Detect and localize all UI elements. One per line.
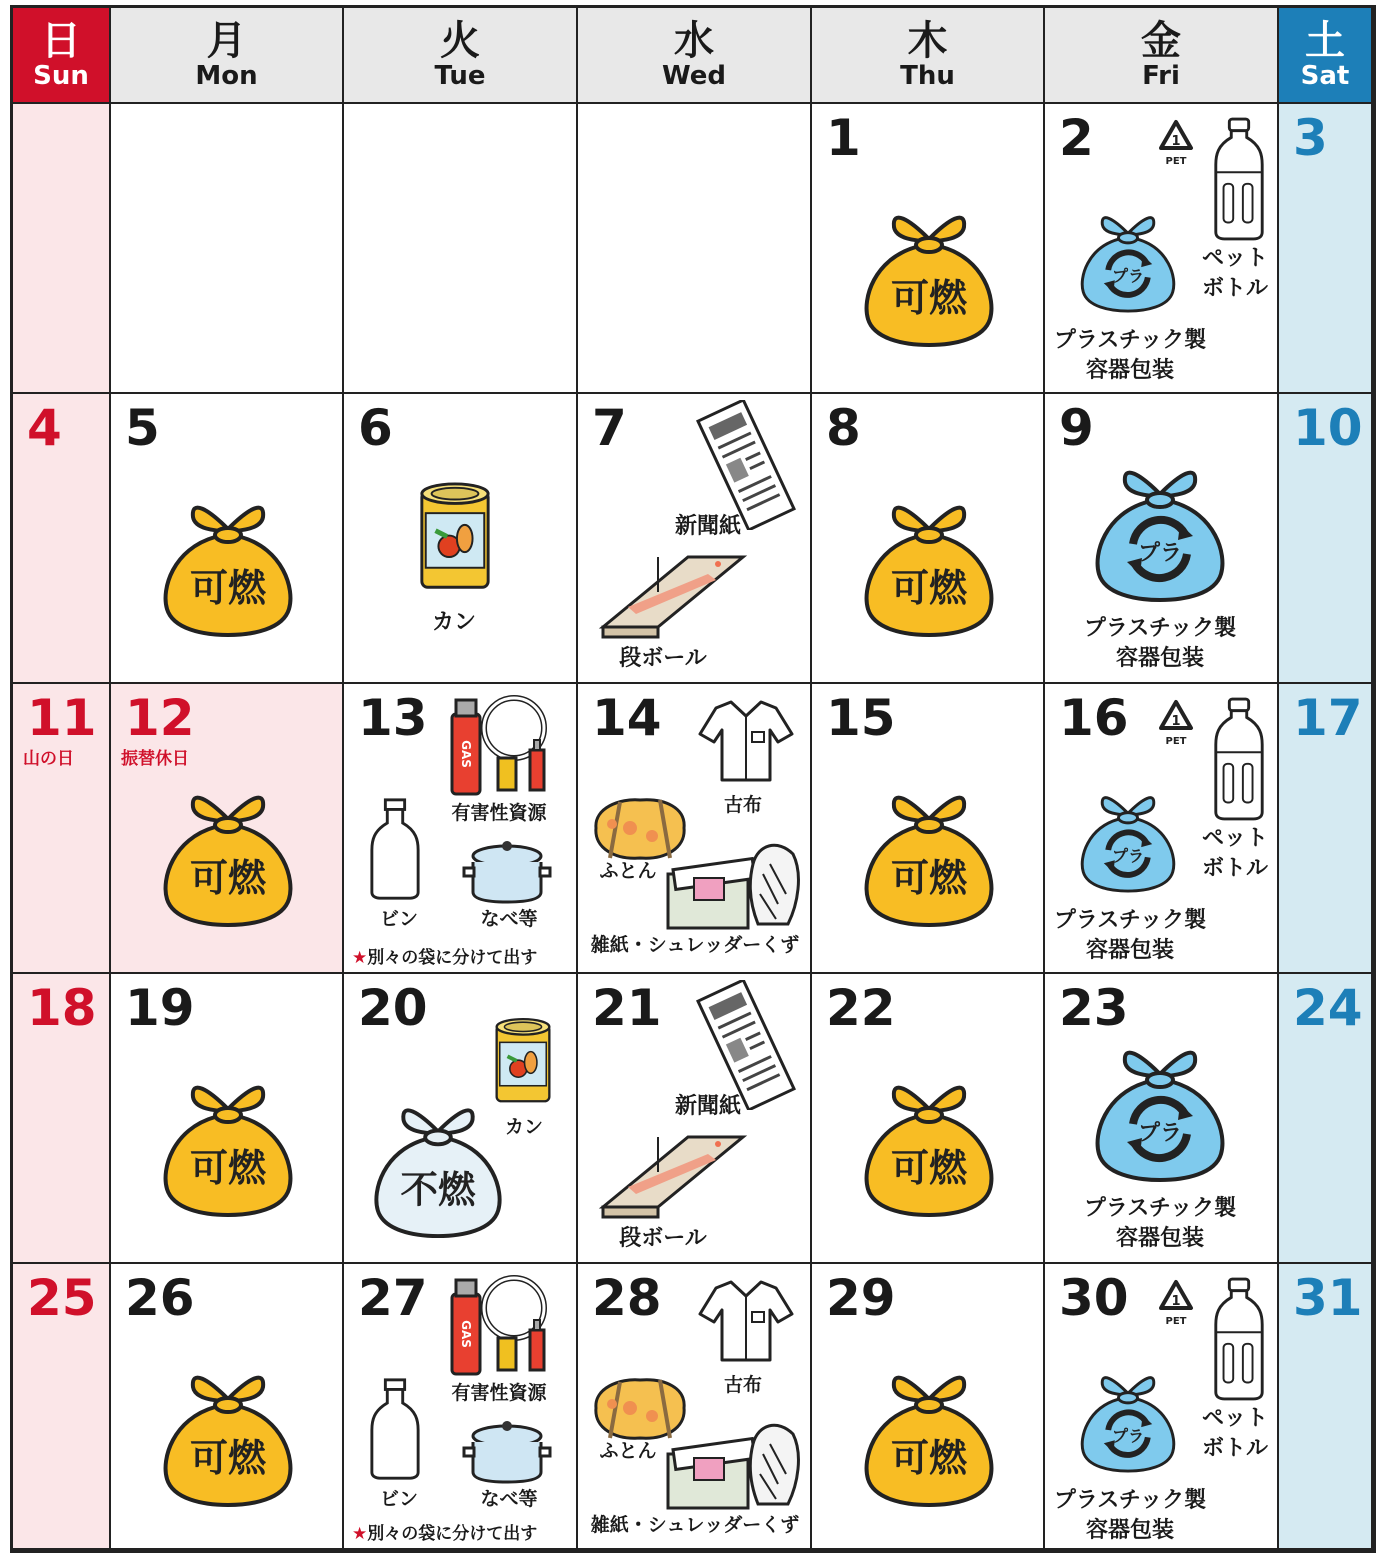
pot-icon [462,834,552,908]
day-cell[interactable] [13,104,109,392]
day-number: 29 [826,1269,896,1327]
separate-note-text: 別々の袋に分けて出す [367,1524,538,1544]
hazardous-label: 有害性資源 [451,802,547,824]
mixed-paper-icon [658,834,808,938]
burnable-garbage-bag-icon [153,1069,303,1223]
header-en-label: Mon [195,61,258,91]
pet-label-2: ボトル [1201,1436,1268,1461]
day-number: 24 [1293,979,1363,1037]
day-number: 12 [125,689,195,747]
header-en-label: Fri [1142,61,1180,91]
day-number: 15 [826,689,896,747]
day-number: 21 [592,979,662,1037]
nonburnable-garbage-bag-icon [364,1092,512,1244]
day-cell[interactable] [812,394,1043,682]
bottle-label: ビン [379,1488,418,1510]
day-cell[interactable] [812,974,1043,1262]
header-en-label: Sun [33,61,89,91]
day-cell[interactable] [111,394,342,682]
cardboard-icon [598,552,748,646]
mixed-paper-icon [658,1414,808,1518]
burnable-garbage-bag-icon [854,489,1004,643]
holiday-label: 山の日 [23,749,74,769]
glass-bottle-icon [366,796,424,906]
day-number: 26 [125,1269,195,1327]
svg-text:1: 1 [1171,714,1181,729]
plastic-garbage-bag-icon [1085,454,1235,608]
day-number: 1 [826,109,861,167]
day-number: 23 [1059,979,1129,1037]
burnable-garbage-bag-icon [153,489,303,643]
bag-label: 可燃 [189,1146,267,1190]
day-number: 13 [358,689,428,747]
pet-label-2: ボトル [1201,276,1268,301]
header-jp-label: 水 [674,18,714,64]
header-jp-label: 月 [206,18,247,64]
old-cloth-label: 古布 [723,1374,762,1396]
hazardous-items-icon [442,1272,562,1386]
pet-recycle-icon [1151,1278,1201,1332]
pots-label: なべ等 [480,1488,538,1510]
header-tue [344,8,576,102]
burnable-garbage-bag-icon [854,1069,1004,1223]
futon-label: ふとん [599,1440,657,1462]
day-number: 2 [1059,109,1094,167]
separate-note [352,1519,537,1544]
header-en-label: Thu [900,61,955,91]
day-cell[interactable] [344,1264,576,1548]
day-number: 18 [27,979,97,1037]
can-icon [416,480,494,601]
plastic-label: プラスチック製 [1053,328,1207,353]
plastic-label-2: 容器包装 [1085,938,1174,963]
day-cell[interactable] [344,394,576,682]
mixed-paper-label: 雑紙・シュレッダーくず [590,934,800,956]
day-cell[interactable] [13,684,109,972]
day-cell[interactable] [13,974,109,1262]
star-icon: ★ [352,1524,368,1544]
header-sat [1279,8,1371,102]
burnable-garbage-bag-icon [854,199,1004,353]
day-number: 6 [358,399,393,457]
svg-text:PET: PET [1165,1316,1187,1327]
day-number: 25 [27,1269,97,1327]
day-number: 20 [358,979,428,1037]
day-cell[interactable] [578,974,810,1262]
old-cloth-icon [696,1274,796,1368]
burnable-garbage-bag-icon [854,779,1004,933]
cardboard-icon [598,1132,748,1226]
day-number: 7 [592,399,627,457]
plastic-garbage-bag-icon [1073,784,1183,898]
day-cell[interactable] [111,684,342,972]
header-fri [1045,8,1277,102]
pet-bottle-icon [1210,116,1268,246]
header-jp-label: 日 [41,18,81,64]
holiday-label: 振替休日 [121,749,189,769]
glass-bottle-icon [366,1376,424,1486]
bag-label: 可燃 [189,1436,267,1480]
bag-label: 可燃 [890,566,968,610]
pet-label-2: ボトル [1201,856,1268,881]
day-cell[interactable] [111,104,342,392]
day-number: 17 [1293,689,1363,747]
bag-label: 不燃 [400,1167,476,1212]
header-jp-label: 火 [440,18,480,64]
header-en-label: Sat [1300,61,1350,91]
star-icon: ★ [352,948,368,968]
day-number: 5 [125,399,160,457]
bag-label: 可燃 [890,856,968,900]
day-number: 27 [358,1269,428,1327]
day-number: 10 [1293,399,1363,457]
day-cell[interactable] [1045,394,1277,682]
plastic-label-2: 容器包装 [1115,646,1204,671]
pots-label: なべ等 [480,908,538,930]
futon-label: ふとん [599,860,657,882]
day-cell[interactable] [1279,974,1371,1262]
old-cloth-label: 古布 [723,794,762,816]
day-number: 11 [27,689,97,747]
svg-text:1: 1 [1171,1294,1181,1309]
day-number: 30 [1059,1269,1129,1327]
separate-note-text: 別々の袋に分けて出す [367,948,538,968]
day-number: 14 [592,689,662,747]
plastic-label: プラスチック製 [1053,1488,1207,1513]
bottle-label: ビン [379,908,418,930]
day-cell[interactable] [1045,684,1277,972]
day-cell[interactable] [344,974,576,1262]
bag-label: 可燃 [189,856,267,900]
svg-text:プラ: プラ [1111,266,1145,286]
day-cell[interactable] [111,1264,342,1548]
header-en-label: Tue [434,61,486,91]
can-label: カン [431,610,476,635]
calendar [10,5,1376,1553]
pet-bottle-icon [1210,1276,1268,1406]
svg-text:GAS: GAS [459,1320,473,1348]
header-sun [13,8,109,102]
svg-text:PET: PET [1165,156,1187,167]
plastic-label: プラスチック製 [1083,1196,1237,1221]
plastic-garbage-bag-icon [1073,1364,1183,1478]
bag-label: 可燃 [189,566,267,610]
bag-label: 可燃 [890,1146,968,1190]
day-cell[interactable] [578,104,810,392]
newspaper-label: 新聞紙 [674,1094,741,1119]
pet-label: ペット [1201,246,1268,271]
day-cell[interactable] [812,1264,1043,1548]
day-cell[interactable] [13,1264,109,1548]
day-number: 8 [826,399,861,457]
day-number: 4 [27,399,62,457]
plastic-label-2: 容器包装 [1085,358,1174,383]
plastic-garbage-bag-icon [1073,204,1183,318]
day-cell[interactable] [1045,104,1277,392]
svg-text:PET: PET [1165,736,1187,747]
day-number: 16 [1059,689,1129,747]
day-cell[interactable] [344,684,576,972]
day-cell[interactable] [1045,1264,1277,1548]
pet-label: ペット [1201,1406,1268,1431]
burnable-garbage-bag-icon [153,1359,303,1513]
svg-text:プラ: プラ [1137,541,1183,566]
pet-recycle-icon [1151,698,1201,752]
pet-recycle-icon [1151,118,1201,172]
mixed-paper-label: 雑紙・シュレッダーくず [590,1514,800,1536]
day-number: 28 [592,1269,662,1327]
header-jp-label: 土 [1305,18,1345,64]
day-cell[interactable] [344,104,576,392]
day-cell[interactable] [13,394,109,682]
svg-text:1: 1 [1171,134,1181,149]
pot-icon [462,1414,552,1488]
old-cloth-icon [696,694,796,788]
plastic-label: プラスチック製 [1083,616,1237,641]
cardboard-label: 段ボール [619,646,707,671]
plastic-label-2: 容器包装 [1085,1518,1174,1543]
plastic-label: プラスチック製 [1053,908,1207,933]
plastic-label-2: 容器包装 [1115,1226,1204,1251]
header-jp-label: 金 [1141,18,1181,64]
day-cell[interactable] [812,104,1043,392]
bag-label: 可燃 [890,1436,968,1480]
hazardous-label: 有害性資源 [451,1382,547,1404]
svg-text:プラ: プラ [1111,846,1145,866]
day-cell[interactable] [812,684,1043,972]
burnable-garbage-bag-icon [153,779,303,933]
day-cell[interactable] [1279,394,1371,682]
header-wed [578,8,810,102]
day-cell[interactable] [578,394,810,682]
day-cell[interactable] [1279,104,1371,392]
newspaper-label: 新聞紙 [674,514,741,539]
day-number: 22 [826,979,896,1037]
burnable-garbage-bag-icon [854,1359,1004,1513]
day-cell[interactable] [111,974,342,1262]
bag-label: 可燃 [890,276,968,320]
day-number: 19 [125,979,195,1037]
header-en-label: Wed [662,61,726,91]
day-cell[interactable] [1279,1264,1371,1548]
day-number: 9 [1059,399,1094,457]
can-label: カン [504,1116,543,1138]
hazardous-items-icon [442,692,562,806]
day-cell[interactable] [1045,974,1277,1262]
svg-text:プラ: プラ [1137,1121,1183,1146]
cardboard-label: 段ボール [619,1226,707,1251]
header-jp-label: 木 [907,18,948,64]
day-cell[interactable] [1279,684,1371,972]
pet-bottle-icon [1210,696,1268,826]
plastic-garbage-bag-icon [1085,1034,1235,1188]
svg-text:GAS: GAS [459,740,473,768]
pet-label: ペット [1201,826,1268,851]
day-cell[interactable] [578,684,810,972]
day-number: 31 [1293,1269,1363,1327]
day-cell[interactable] [578,1264,810,1548]
day-number: 3 [1293,109,1328,167]
header-mon [111,8,342,102]
header-thu [812,8,1043,102]
svg-text:プラ: プラ [1111,1426,1145,1446]
separate-note [352,943,537,968]
